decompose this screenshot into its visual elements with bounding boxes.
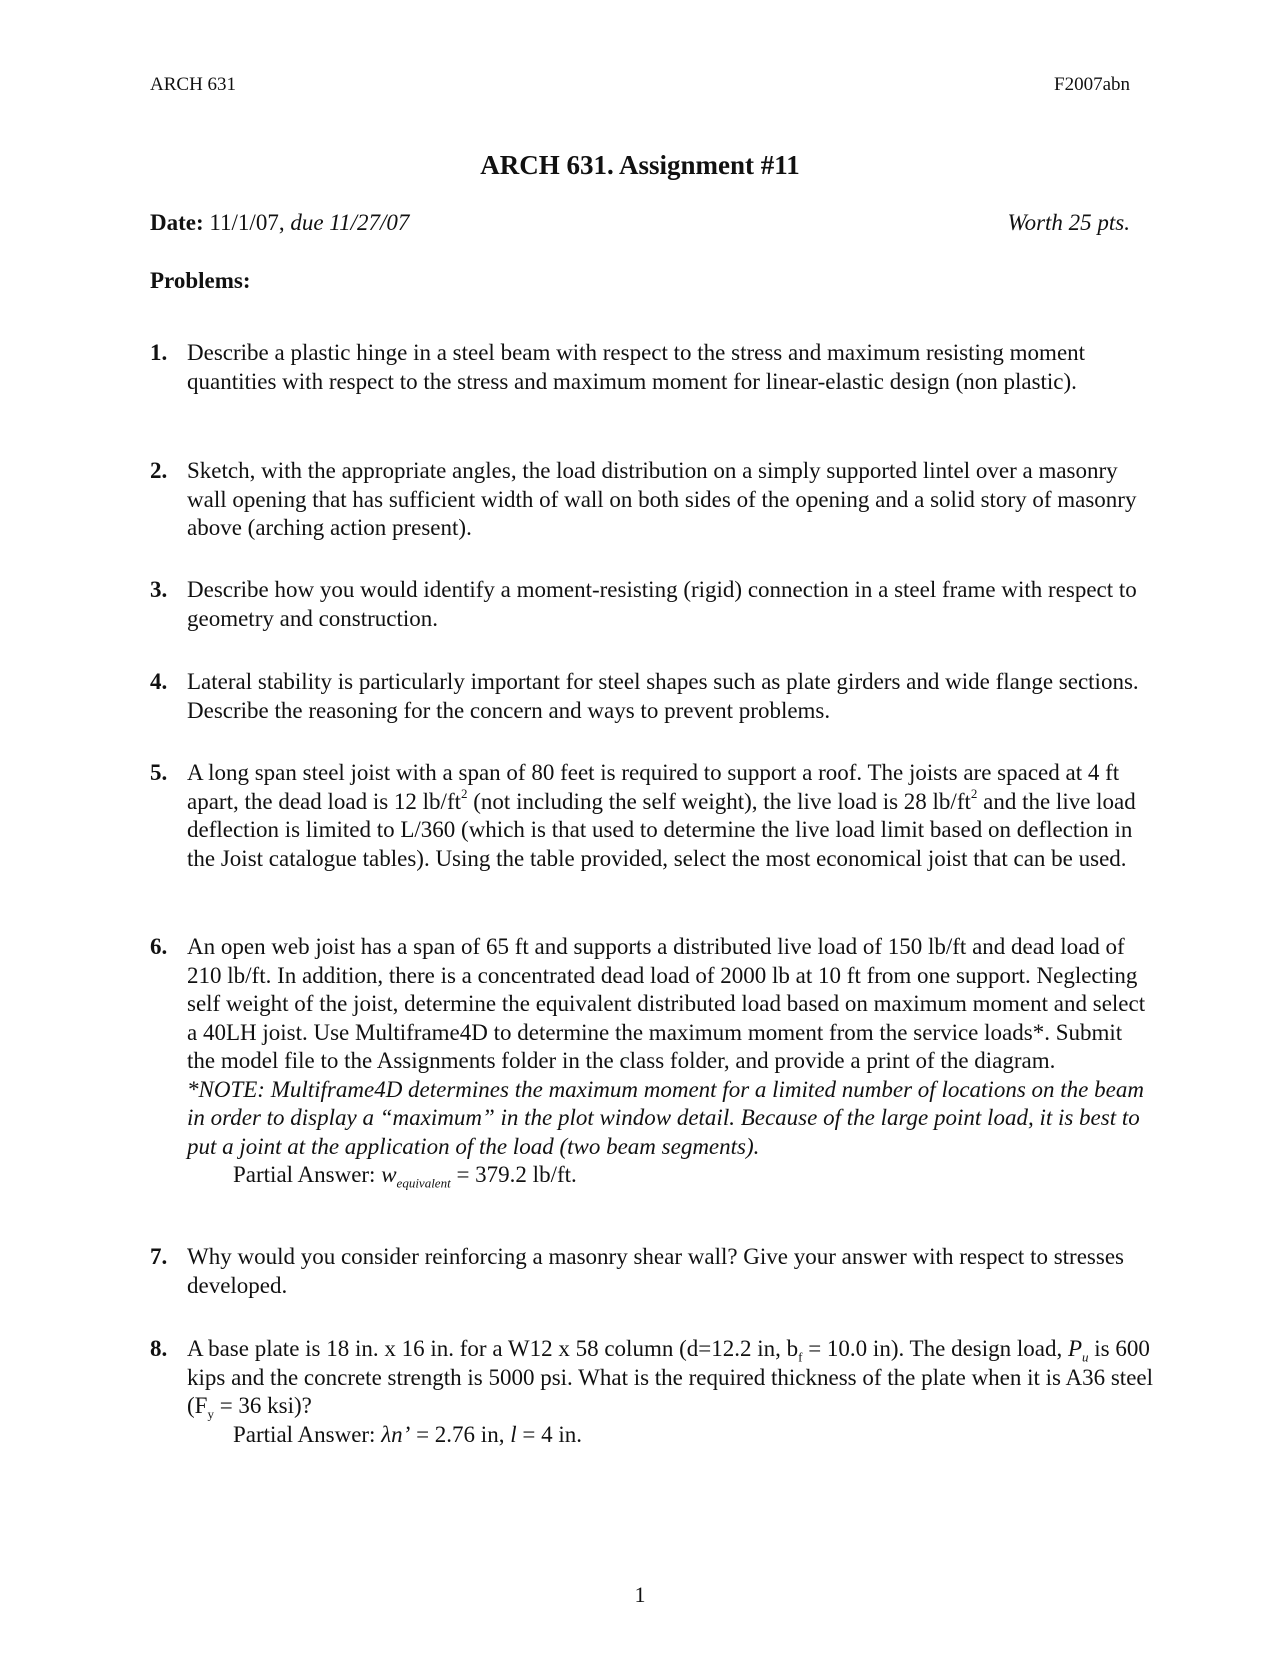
points-worth: Worth 25 pts. bbox=[1007, 210, 1130, 235]
problem-7 bbox=[150, 1243, 1155, 1300]
problem-note: *NOTE: Multiframe4D determines the maximum moment for a limited number of locations on the beam in order to display a “maximum” in the plot window detail. Because of the large point load, it is best to put a joint at the application of the load (two beam segments). bbox=[187, 1076, 1144, 1159]
header-course: ARCH 631 bbox=[150, 74, 237, 95]
problem-number: 8. bbox=[150, 1336, 168, 1361]
problem-4 bbox=[150, 668, 1155, 725]
problem-2 bbox=[150, 457, 1155, 543]
problem-number: 3. bbox=[150, 577, 168, 602]
date-due: due 11/27/07 bbox=[290, 210, 410, 235]
date-label: Date: bbox=[150, 210, 204, 235]
problem-5 bbox=[150, 759, 1155, 873]
problem-text: Lateral stability is particularly important for steel shapes such as plate girders and wide flange sections. Describe the reasoning for the concern and ways to prevent problems. bbox=[187, 669, 1139, 723]
problem-text: Describe how you would identify a moment-resisting (rigid) connection in a steel frame with respect to geometry and construction. bbox=[187, 577, 1137, 631]
problem-number: 2. bbox=[150, 458, 168, 483]
problem-number: 1. bbox=[150, 340, 168, 365]
problem-number: 5. bbox=[150, 760, 168, 785]
header-code: F2007abn bbox=[1054, 74, 1130, 95]
problem-6 bbox=[150, 933, 1155, 1190]
page-title: ARCH 631. Assignment #11 bbox=[480, 150, 800, 180]
problems-heading: Problems: bbox=[150, 268, 251, 293]
problem-text: An open web joist has a span of 65 ft and supports a distributed live load of 150 lb/ft and dead load of 210 lb/ft. In addition, there is a concentrated dead load of 2000 lb at 10 ft from one support. Neglecting self weight of the joist, determine the equivalent distributed load based on maximum moment and select a 40LH joist. Use Multiframe4D to determine the maximum moment from the service loads*. Submit the model file to the Assignments folder in the class folder, and provide a print of the diagram. bbox=[187, 934, 1146, 1073]
problem-text: Describe a plastic hinge in a steel beam with respect to the stress and maximum resisting moment quantities with respect to the stress and maximum moment for linear-elastic design (non plastic). bbox=[187, 340, 1086, 394]
problem-1 bbox=[150, 339, 1155, 396]
problem-text: A base plate is 18 in. x 16 in. for a W12 x 58 column (d=12.2 in, $b_f = 10.0$ in). The design load, $P_u$ is 600 kips and the concrete strength is 5000 psi. What is the required thickness of the plate when it is A36 steel ($F_y = 36$ ksi)? bbox=[187, 1336, 1153, 1422]
problem-number: 6. bbox=[150, 934, 168, 959]
problem-3 bbox=[150, 576, 1155, 633]
problem-text: Sketch, with the appropriate angles, the load distribution on a simply supported lintel over a masonry wall opening that has sufficient width of wall on both sides of the opening and a solid story of masonry above (arching action present). bbox=[187, 458, 1137, 540]
problem-text: Why would you consider reinforcing a masonry shear wall? Give your answer with respect to stresses developed. bbox=[187, 1244, 1124, 1298]
problem-number: 4. bbox=[150, 669, 168, 694]
problem-8 bbox=[150, 1335, 1155, 1449]
partial-answer: Partial Answer: $w_{equivalent} = 379.2$ lb/ft. bbox=[233, 1162, 577, 1191]
date-assigned: 11/1/07, bbox=[203, 210, 291, 235]
partial-answer: Partial Answer: λn’ = 2.76 in, l = 4 in. bbox=[233, 1421, 582, 1447]
page-number: 1 bbox=[634, 1582, 646, 1607]
date-row bbox=[150, 210, 1130, 236]
problem-text: A long span steel joist with a span of 80 feet is required to support a roof. The joists are spaced at 4 ft apart, the dead load is 12 $lb/ft^2$ (not including the self weight), the live load is 28 $lb/ft^2$ and the live load deflection is limited to L/360 (which is that used to determine the live load limit based on deflection in the Joist catalogue tables). Using the table provided, select the most economical joist that can be used. bbox=[187, 760, 1136, 871]
problem-number: 7. bbox=[150, 1244, 168, 1269]
